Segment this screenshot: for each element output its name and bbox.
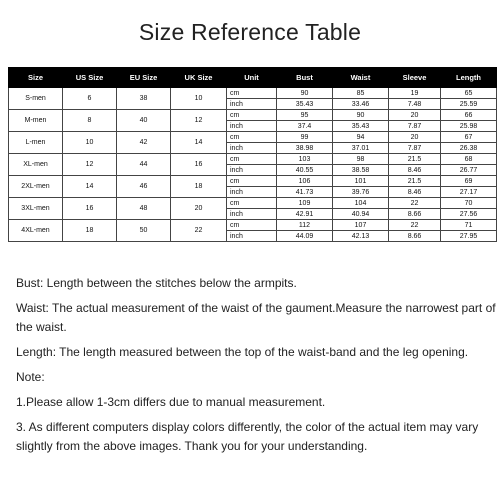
- bust-cell: 42.91: [277, 209, 333, 220]
- table-row: [9, 132, 497, 143]
- eu-size-cell: 46: [117, 176, 171, 198]
- header-uk-size: UK Size: [171, 68, 227, 88]
- table-row: [9, 110, 497, 121]
- length-cell: 68: [441, 154, 497, 165]
- header-us-size: US Size: [63, 68, 117, 88]
- sleeve-cell: 8.46: [389, 187, 441, 198]
- sleeve-cell: 8.66: [389, 209, 441, 220]
- eu-size-cell: 40: [117, 110, 171, 132]
- table-row: [9, 220, 497, 231]
- bust-cell: 44.09: [277, 231, 333, 242]
- header-eu-size: EU Size: [117, 68, 171, 88]
- note-item-3: 3. As different computers display colors differently, the color of the actual item may vary slightly from the above images. Thank you for your understanding.: [16, 420, 479, 453]
- size-table: [8, 67, 497, 242]
- us-size-cell: 10: [63, 132, 117, 154]
- note-waist: Waist: The actual measurement of the waist of the gaument.Measure the narrowest part of the waist.: [16, 301, 496, 334]
- note-heading: Note:: [16, 370, 45, 384]
- length-cell: 71: [441, 220, 497, 231]
- length-cell: 26.77: [441, 165, 497, 176]
- header-unit: Unit: [227, 68, 277, 88]
- waist-cell: 98: [333, 154, 389, 165]
- length-cell: 27.17: [441, 187, 497, 198]
- page-title: Size Reference Table: [138, 19, 362, 45]
- bust-cell: 35.43: [277, 99, 333, 110]
- sleeve-cell: 19: [389, 88, 441, 99]
- eu-size-cell: 38: [117, 88, 171, 110]
- sleeve-cell: 22: [389, 220, 441, 231]
- us-size-cell: 12: [63, 154, 117, 176]
- header-waist: Waist: [333, 68, 389, 88]
- table-row: [9, 154, 497, 165]
- us-size-cell: 18: [63, 220, 117, 242]
- bust-cell: 41.73: [277, 187, 333, 198]
- uk-size-cell: 20: [171, 198, 227, 220]
- unit-cell: inch: [227, 209, 277, 220]
- length-cell: 27.95: [441, 231, 497, 242]
- uk-size-cell: 14: [171, 132, 227, 154]
- waist-cell: 42.13: [333, 231, 389, 242]
- eu-size-cell: 50: [117, 220, 171, 242]
- waist-cell: 90: [333, 110, 389, 121]
- sleeve-cell: 20: [389, 110, 441, 121]
- us-size-cell: 16: [63, 198, 117, 220]
- length-cell: 66: [441, 110, 497, 121]
- unit-cell: cm: [227, 198, 277, 209]
- bust-cell: 95: [277, 110, 333, 121]
- uk-size-cell: 22: [171, 220, 227, 242]
- unit-cell: cm: [227, 154, 277, 165]
- bust-cell: 90: [277, 88, 333, 99]
- us-size-cell: 8: [63, 110, 117, 132]
- size-cell: 3XL-men: [9, 198, 63, 220]
- waist-cell: 39.76: [333, 187, 389, 198]
- uk-size-cell: 10: [171, 88, 227, 110]
- note-bust: Bust: Length between the stitches below the armpits.: [16, 276, 297, 290]
- bust-cell: 40.55: [277, 165, 333, 176]
- eu-size-cell: 44: [117, 154, 171, 176]
- header-size: Size: [9, 68, 63, 88]
- notes-section: [16, 274, 496, 462]
- waist-cell: 35.43: [333, 121, 389, 132]
- sleeve-cell: 20: [389, 132, 441, 143]
- length-cell: 67: [441, 132, 497, 143]
- unit-cell: cm: [227, 176, 277, 187]
- length-cell: 69: [441, 176, 497, 187]
- waist-cell: 33.46: [333, 99, 389, 110]
- uk-size-cell: 18: [171, 176, 227, 198]
- note-length: Length: The length measured between the top of the waist-band and the leg opening.: [16, 345, 469, 359]
- waist-cell: 40.94: [333, 209, 389, 220]
- bust-cell: 112: [277, 220, 333, 231]
- size-cell: S-men: [9, 88, 63, 110]
- eu-size-cell: 48: [117, 198, 171, 220]
- unit-cell: cm: [227, 132, 277, 143]
- bust-cell: 103: [277, 154, 333, 165]
- length-cell: 70: [441, 198, 497, 209]
- table-row: [9, 88, 497, 99]
- uk-size-cell: 12: [171, 110, 227, 132]
- bust-cell: 37.4: [277, 121, 333, 132]
- table-row: [9, 198, 497, 209]
- table-row: [9, 176, 497, 187]
- sleeve-cell: 8.46: [389, 165, 441, 176]
- size-cell: XL-men: [9, 154, 63, 176]
- sleeve-cell: 21.5: [389, 154, 441, 165]
- eu-size-cell: 42: [117, 132, 171, 154]
- us-size-cell: 6: [63, 88, 117, 110]
- waist-cell: 101: [333, 176, 389, 187]
- waist-cell: 94: [333, 132, 389, 143]
- header-length: Length: [441, 68, 497, 88]
- unit-cell: inch: [227, 231, 277, 242]
- note-item-1: 1.Please allow 1-3cm differs due to manual measurement.: [16, 395, 326, 409]
- bust-cell: 106: [277, 176, 333, 187]
- uk-size-cell: 16: [171, 154, 227, 176]
- length-cell: 65: [441, 88, 497, 99]
- header-sleeve: Sleeve: [389, 68, 441, 88]
- waist-cell: 104: [333, 198, 389, 209]
- sleeve-cell: 7.48: [389, 99, 441, 110]
- sleeve-cell: 21.5: [389, 176, 441, 187]
- size-cell: 2XL-men: [9, 176, 63, 198]
- sleeve-cell: 8.66: [389, 231, 441, 242]
- size-cell: 4XL-men: [9, 220, 63, 242]
- bust-cell: 109: [277, 198, 333, 209]
- bust-cell: 99: [277, 132, 333, 143]
- us-size-cell: 14: [63, 176, 117, 198]
- unit-cell: cm: [227, 88, 277, 99]
- sleeve-cell: 22: [389, 198, 441, 209]
- size-cell: M-men: [9, 110, 63, 132]
- unit-cell: inch: [227, 165, 277, 176]
- length-cell: 27.56: [441, 209, 497, 220]
- size-cell: L-men: [9, 132, 63, 154]
- table-header-row: [9, 68, 497, 88]
- length-cell: 25.98: [441, 121, 497, 132]
- unit-cell: inch: [227, 99, 277, 110]
- unit-cell: inch: [227, 143, 277, 154]
- unit-cell: inch: [227, 121, 277, 132]
- waist-cell: 37.01: [333, 143, 389, 154]
- bust-cell: 38.98: [277, 143, 333, 154]
- waist-cell: 107: [333, 220, 389, 231]
- sleeve-cell: 7.87: [389, 143, 441, 154]
- waist-cell: 85: [333, 88, 389, 99]
- unit-cell: inch: [227, 187, 277, 198]
- length-cell: 25.59: [441, 99, 497, 110]
- sleeve-cell: 7.87: [389, 121, 441, 132]
- unit-cell: cm: [227, 110, 277, 121]
- header-bust: Bust: [277, 68, 333, 88]
- length-cell: 26.38: [441, 143, 497, 154]
- unit-cell: cm: [227, 220, 277, 231]
- waist-cell: 38.58: [333, 165, 389, 176]
